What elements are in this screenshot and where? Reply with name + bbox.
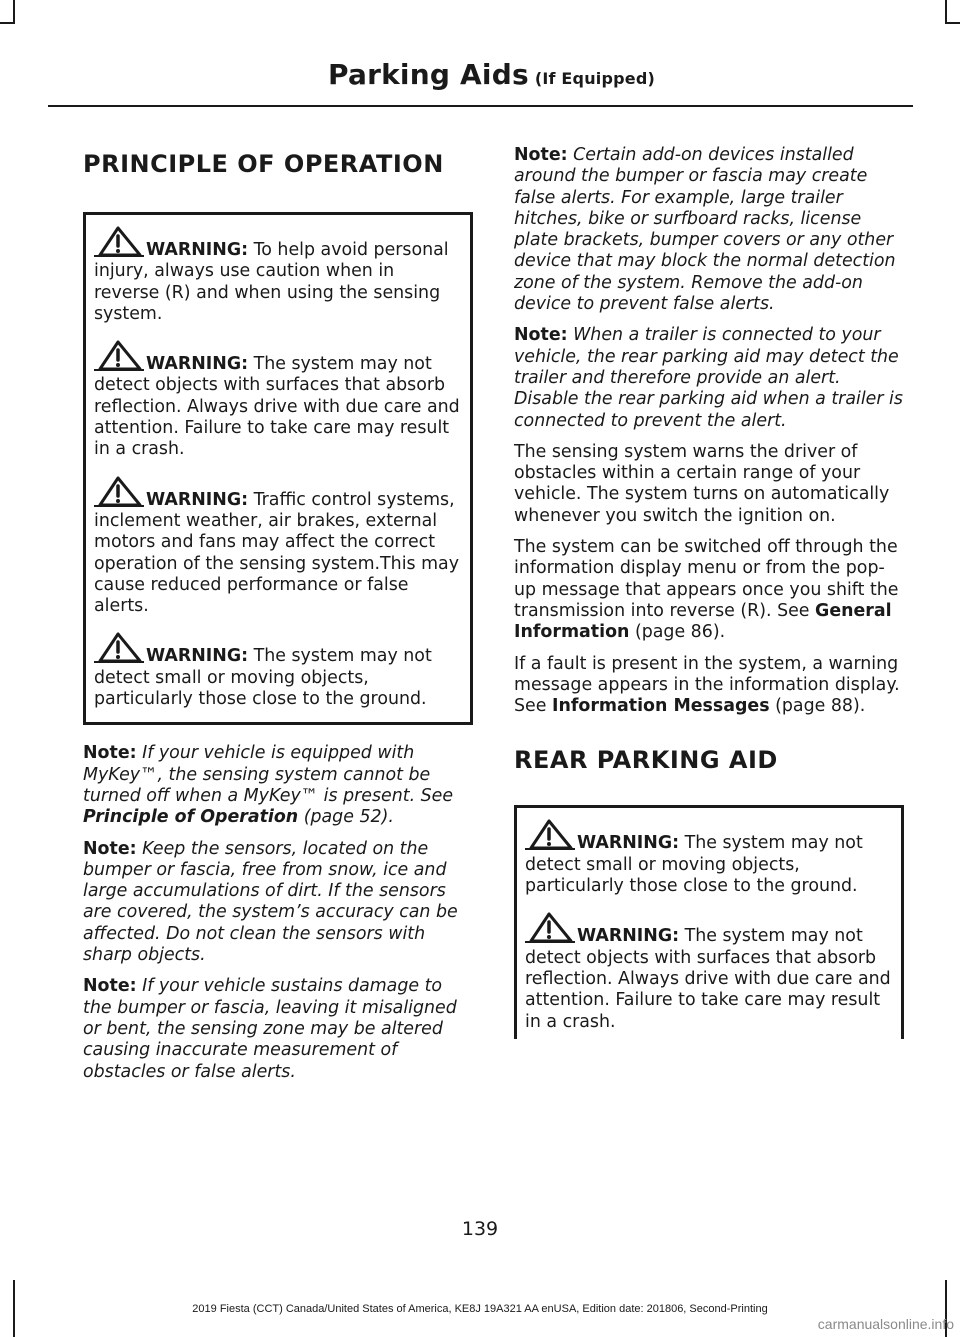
warning-label: WARNING: — [146, 489, 249, 510]
watermark: carmanualsonline.info — [817, 1316, 954, 1332]
body-text: The system can be switched off through the information display menu or from the pop-up message that appears once you shift the transmission into reverse (R). See — [514, 537, 899, 621]
warning-label: WARNING: — [146, 646, 249, 667]
note-label: Note: — [514, 145, 568, 165]
note-label: Note: — [514, 325, 568, 346]
note-label: Note: — [83, 838, 137, 859]
page-reference: (page 88). — [775, 696, 866, 717]
warning-text: The system may not detect objects with surfaces that absorb reflection. Always drive with due care and attention. Failure to take care may result in a crash. — [525, 926, 891, 1032]
warning-item — [94, 631, 462, 710]
warning-item — [525, 911, 893, 1032]
note-paragraph — [514, 325, 904, 431]
warning-text: The system may not detect small or moving objects, particularly those close to the ground. — [94, 646, 432, 710]
note-text: Keep the sensors, located on the bumper or fascia, free from snow, ice and large accumulations of dirt. If the sensors are covered, the system’s accuracy can be affected. Do not clean the sensors with sharp objects. — [83, 838, 458, 966]
page-reference: (page 86). — [634, 622, 726, 643]
warning-triangle-icon — [523, 818, 575, 852]
warning-label: WARNING: — [146, 240, 249, 260]
warning-triangle-icon — [523, 911, 575, 945]
body-paragraph: The sensing system warns the driver of obstacles within a certain range of your vehicle. The system turns on automatically whenever you switch the ignition on. — [514, 441, 890, 526]
note-text: When a trailer is connected to your vehicle, the rear parking aid may detect the trailer and therefore provide an alert. Disable the rear parking aid when a trailer is connected to prevent the alert. — [514, 325, 903, 431]
note-text: Certain add-on devices installed around the bumper or fascia may create false alerts. For example, large trailer hitches, bike or surfboard racks, license plate brackets, bumper covers or any other device that may block the normal detection zone of the system. Remove the add-on device to prevent false alerts. — [514, 145, 896, 315]
warning-text: The system may not detect objects with surfaces that absorb reflection. Always drive with due care and attention. Failure to take care may result in a crash. — [94, 354, 460, 460]
warning-item — [525, 818, 893, 897]
warning-text: The system may not detect small or moving objects, particularly those close to the ground. — [525, 833, 863, 897]
warning-item — [94, 339, 462, 460]
warning-label: WARNING: — [577, 926, 680, 947]
edition-footer: 2019 Fiesta (CCT) Canada/United States of America, KE8J 19A321 AA enUSA, Edition date: 201806, Second-Printing — [192, 1303, 768, 1315]
section-heading-principle: PRINCIPLE OF OPERATION — [83, 150, 444, 178]
warning-text: Traffic control systems, inclement weather, air brakes, external motors and fans may affect the correct operation of the sensing system.This may cause reduced performance or false alerts. — [94, 489, 459, 617]
header-rule — [48, 105, 913, 107]
page-header-title — [328, 58, 655, 91]
warning-box — [514, 805, 904, 1038]
header-subtitle: (If Equipped) — [534, 69, 655, 88]
warning-item — [94, 475, 462, 618]
warning-triangle-icon — [92, 631, 144, 665]
warning-label: WARNING: — [577, 833, 680, 854]
left-column — [83, 145, 473, 1093]
warning-box — [83, 212, 473, 725]
note-text: If your vehicle is equipped with MyKey™, the sensing system cannot be turned off when a MyKey™ is present. See — [83, 743, 454, 806]
crop-mark — [945, 0, 947, 22]
warning-triangle-icon — [92, 475, 144, 509]
body-paragraph — [514, 654, 904, 718]
note-paragraph — [83, 839, 473, 967]
body-paragraph — [514, 537, 904, 643]
section-heading-rear-parking-aid: REAR PARKING AID — [514, 746, 778, 775]
crop-mark — [945, 22, 960, 24]
note-label: Note: — [83, 743, 137, 764]
warning-label: WARNING: — [146, 354, 249, 375]
note-paragraph — [514, 145, 904, 315]
warning-triangle-icon — [92, 225, 144, 259]
warning-triangle-icon — [92, 339, 144, 373]
crop-mark — [13, 0, 15, 22]
page-number: 139 — [461, 1218, 499, 1240]
header-title-text: Parking Aids — [328, 58, 529, 91]
cross-reference-link[interactable]: General Information — [514, 600, 892, 643]
warning-text: To help avoid personal injury, always use caution when in reverse (R) and when using the sensing system. — [94, 240, 449, 324]
warning-item — [94, 225, 462, 325]
cross-reference-link[interactable]: Principle of Operation — [83, 807, 299, 828]
body-text: If a fault is present in the system, a warning message appears in the information display. See — [514, 653, 900, 717]
page-reference: (page 52). — [303, 807, 394, 828]
right-column — [514, 145, 904, 1039]
note-text: If your vehicle sustains damage to the bumper or fascia, leaving it misaligned or bent, the sensing zone may be altered causing inaccurate measurement of obstacles or false alerts. — [83, 976, 457, 1082]
cross-reference-link[interactable]: Information Messages — [551, 696, 770, 717]
note-paragraph — [83, 976, 473, 1082]
note-paragraph — [83, 743, 473, 828]
note-label: Note: — [83, 976, 137, 997]
crop-mark — [0, 22, 15, 24]
